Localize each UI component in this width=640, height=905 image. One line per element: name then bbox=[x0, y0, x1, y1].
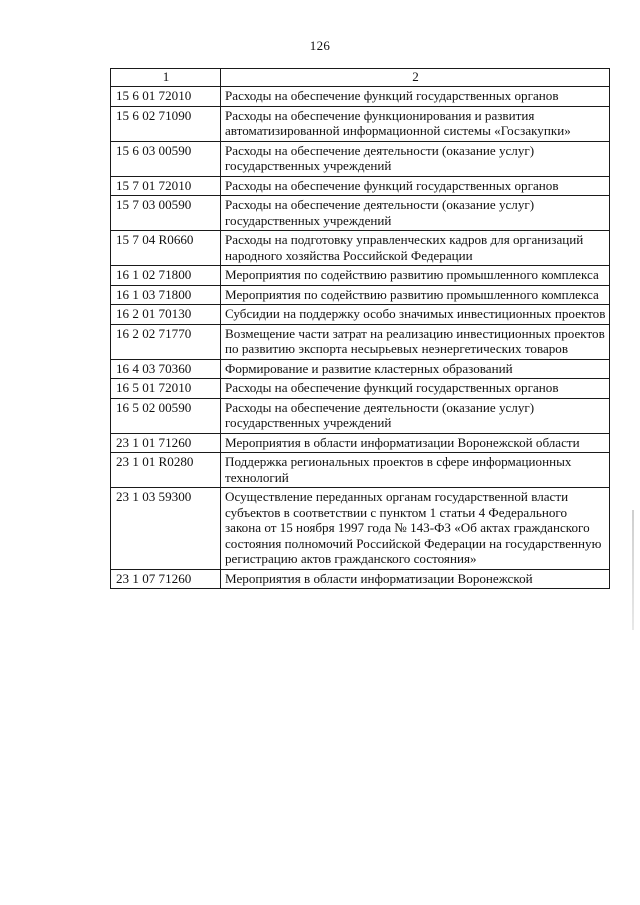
column-header-code: 1 bbox=[111, 69, 221, 87]
description-cell: Формирование и развитие кластерных образований bbox=[221, 359, 610, 379]
budget-code-cell: 15 7 04 R0660 bbox=[111, 231, 221, 266]
budget-code-cell: 16 1 03 71800 bbox=[111, 285, 221, 305]
description-cell: Субсидии на поддержку особо значимых инвестиционных проектов bbox=[221, 305, 610, 325]
table-row bbox=[111, 398, 610, 433]
description-cell: Поддержка региональных проектов в сфере информационных технологий bbox=[221, 453, 610, 488]
scan-edge-mark bbox=[632, 510, 634, 630]
table-row bbox=[111, 359, 610, 379]
budget-code-cell: 23 1 03 59300 bbox=[111, 488, 221, 570]
budget-code-cell: 16 4 03 70360 bbox=[111, 359, 221, 379]
budget-code-cell: 15 6 03 00590 bbox=[111, 141, 221, 176]
description-cell: Осуществление переданных органам государственной власти субъектов в соответствии с пунктом 1 статьи 4 Федерального закона от 15 ноября 1997 года № 143-ФЗ «Об актах гражданского состояния полномочий Российской Федерации на государственную регистрацию актов гражданского состояния» bbox=[221, 488, 610, 570]
budget-code-cell: 23 1 07 71260 bbox=[111, 569, 221, 589]
description-cell: Расходы на подготовку управленческих кадров для организаций народного хозяйства Российской Федерации bbox=[221, 231, 610, 266]
page-number: 126 bbox=[309, 38, 331, 53]
table-row bbox=[111, 324, 610, 359]
budget-code-cell: 15 6 02 71090 bbox=[111, 106, 221, 141]
description-cell: Мероприятия по содействию развитию промышленного комплекса bbox=[221, 285, 610, 305]
table-row bbox=[111, 305, 610, 325]
budget-code-cell: 16 5 02 00590 bbox=[111, 398, 221, 433]
table-header-row bbox=[111, 69, 610, 87]
description-cell: Расходы на обеспечение функций государственных органов bbox=[221, 176, 610, 196]
budget-code-cell: 15 7 01 72010 bbox=[111, 176, 221, 196]
description-cell: Мероприятия в области информатизации Воронежской bbox=[221, 569, 610, 589]
table-row bbox=[111, 231, 610, 266]
description-cell: Расходы на обеспечение функций государственных органов bbox=[221, 87, 610, 107]
table-row bbox=[111, 266, 610, 286]
budget-code-cell: 16 1 02 71800 bbox=[111, 266, 221, 286]
budget-code-table bbox=[110, 68, 610, 589]
budget-code-cell: 15 7 03 00590 bbox=[111, 196, 221, 231]
description-cell: Мероприятия по содействию развитию промышленного комплекса bbox=[221, 266, 610, 286]
description-cell: Расходы на обеспечение функционирования и развития автоматизированной информационной системы «Госзакупки» bbox=[221, 106, 610, 141]
budget-code-cell: 15 6 01 72010 bbox=[111, 87, 221, 107]
table-row bbox=[111, 141, 610, 176]
description-cell: Возмещение части затрат на реализацию инвестиционных проектов по развитию экспорта несырьевых неэнергетических товаров bbox=[221, 324, 610, 359]
description-cell: Расходы на обеспечение деятельности (оказание услуг) государственных учреждений bbox=[221, 196, 610, 231]
description-cell: Расходы на обеспечение деятельности (оказание услуг) государственных учреждений bbox=[221, 398, 610, 433]
table-row bbox=[111, 569, 610, 589]
table-row bbox=[111, 285, 610, 305]
description-cell: Расходы на обеспечение функций государственных органов bbox=[221, 379, 610, 399]
table-row bbox=[111, 106, 610, 141]
description-cell: Мероприятия в области информатизации Воронежской области bbox=[221, 433, 610, 453]
budget-code-cell: 16 5 01 72010 bbox=[111, 379, 221, 399]
table-row bbox=[111, 488, 610, 570]
budget-code-cell: 23 1 01 71260 bbox=[111, 433, 221, 453]
table-row bbox=[111, 453, 610, 488]
description-cell: Расходы на обеспечение деятельности (оказание услуг) государственных учреждений bbox=[221, 141, 610, 176]
budget-code-cell: 16 2 02 71770 bbox=[111, 324, 221, 359]
column-header-description: 2 bbox=[221, 69, 610, 87]
table-row bbox=[111, 196, 610, 231]
table-row bbox=[111, 176, 610, 196]
table-row bbox=[111, 433, 610, 453]
budget-code-cell: 23 1 01 R0280 bbox=[111, 453, 221, 488]
table-row bbox=[111, 379, 610, 399]
budget-code-cell: 16 2 01 70130 bbox=[111, 305, 221, 325]
table-row bbox=[111, 87, 610, 107]
